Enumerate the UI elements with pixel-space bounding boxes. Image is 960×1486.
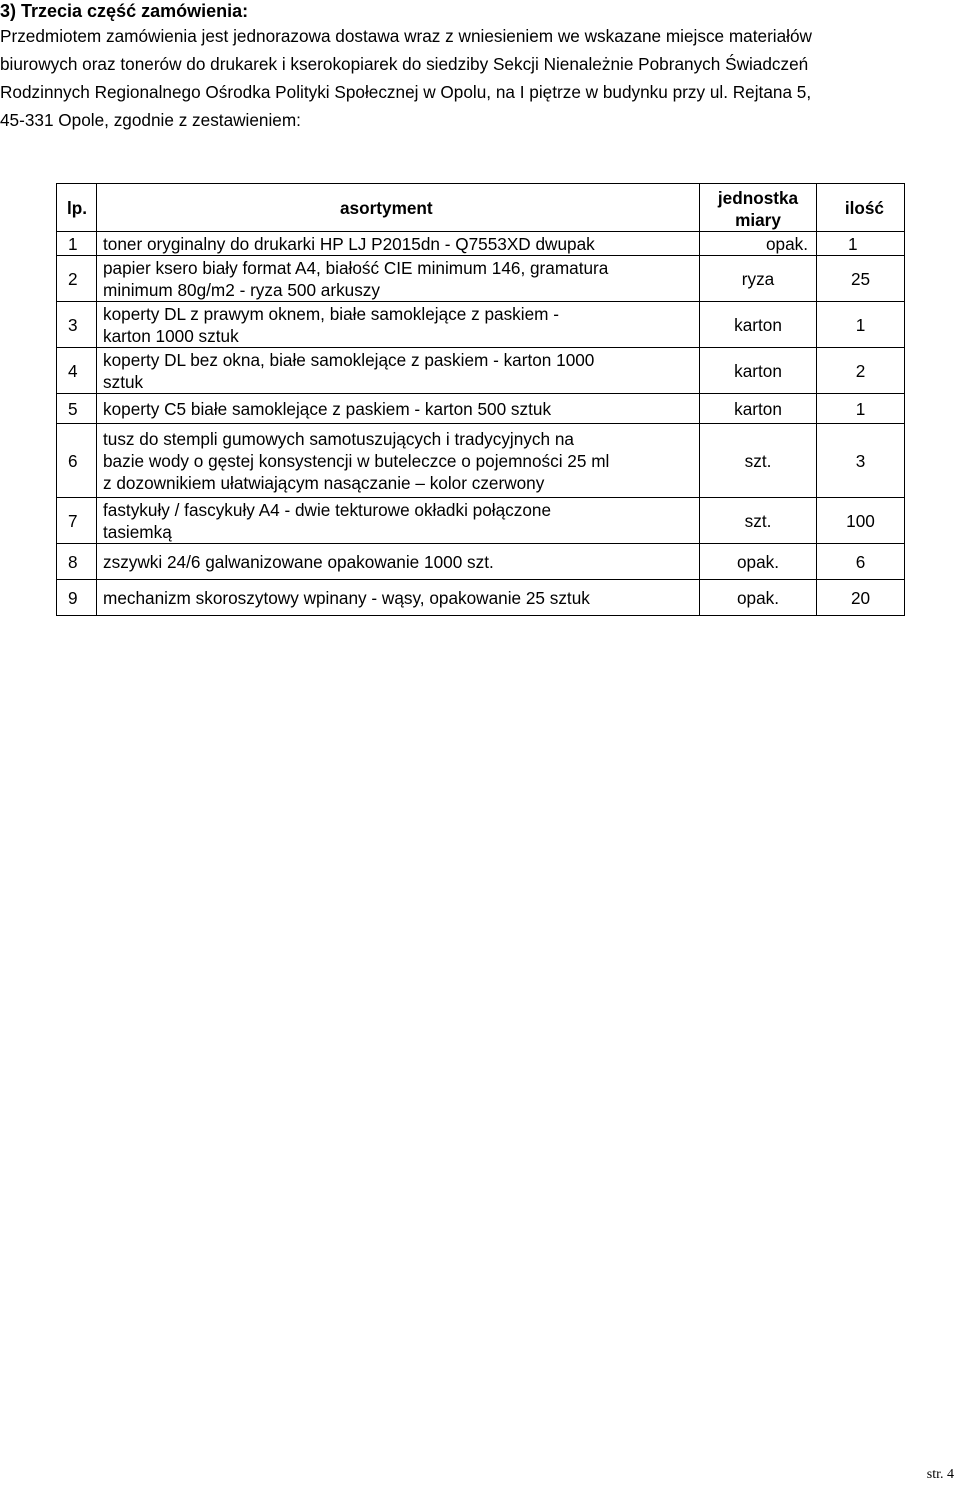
row-unit: karton [700,348,817,394]
intro-paragraph [0,22,958,134]
row-quantity: 3 [817,424,905,498]
table-row [57,424,905,498]
row-quantity: 100 [817,498,905,544]
row-quantity: 25 [817,256,905,302]
row-asortyment-line: tasiemką [103,521,172,542]
row-asortyment [97,302,700,348]
row-asortyment [97,544,700,580]
row-asortyment [97,232,700,256]
row-lp: 6 [57,424,97,498]
row-unit: karton [700,302,817,348]
row-unit: szt. [700,424,817,498]
row-lp: 4 [57,348,97,394]
row-quantity: 6 [817,544,905,580]
items-table-body [57,232,905,616]
page-number: str. 4 [926,1467,954,1482]
row-asortyment [97,348,700,394]
row-unit: opak. [700,232,817,256]
column-header-jednostka-line2: miary [735,210,781,230]
intro-line: biurowych oraz tonerów do drukarek i kserokopiarek do siedziby Sekcji Nienależnie Pobranych Świadczeń [0,54,809,74]
intro-line: Rodzinnych Regionalnego Ośrodka Polityki Społecznej w Opolu, na I piętrze w budynku przy ul. Rejtana 5, [0,82,812,102]
row-asortyment-line: papier ksero biały format A4, białość CIE minimum 146, gramatura [103,257,609,278]
row-quantity: 1 [817,232,905,256]
row-unit: opak. [700,580,817,616]
row-lp: 1 [57,232,97,256]
row-asortyment [97,256,700,302]
row-asortyment-line: tusz do stempli gumowych samotuszujących i tradycyjnych na [103,428,574,449]
row-asortyment [97,580,700,616]
row-lp: 2 [57,256,97,302]
table-row [57,232,905,256]
row-unit: ryza [700,256,817,302]
row-quantity: 1 [817,394,905,424]
row-asortyment-line: bazie wody o gęstej konsystencji w buteleczce o pojemności 25 ml [103,450,610,471]
row-unit: szt. [700,498,817,544]
row-asortyment-line: toner oryginalny do drukarki HP LJ P2015dn - Q7553XD dwupak [103,233,595,254]
items-table [56,183,905,616]
row-asortyment-line: zszywki 24/6 galwanizowane opakowanie 1000 szt. [103,551,494,572]
row-quantity: 2 [817,348,905,394]
row-unit: opak. [700,544,817,580]
row-asortyment-line: mechanizm skoroszytowy wpinany - wąsy, opakowanie 25 sztuk [103,587,590,608]
table-row [57,348,905,394]
row-asortyment-line: sztuk [103,371,144,392]
row-asortyment-line: karton 1000 sztuk [103,325,239,346]
row-asortyment-line: minimum 80g/m2 - ryza 500 arkuszy [103,279,380,300]
row-lp: 9 [57,580,97,616]
column-header-jednostka-line1: jednostka [717,188,799,208]
row-lp: 7 [57,498,97,544]
row-asortyment-line: z dozownikiem ułatwiającym nasączanie – kolor czerwony [103,472,545,493]
table-row [57,544,905,580]
row-lp: 5 [57,394,97,424]
row-lp: 8 [57,544,97,580]
row-asortyment [97,394,700,424]
row-quantity: 1 [817,302,905,348]
row-lp: 3 [57,302,97,348]
table-row [57,580,905,616]
items-table-header [57,184,905,232]
column-header-lp: lp. [57,184,97,232]
row-asortyment-line: koperty C5 białe samoklejące z paskiem - karton 500 sztuk [103,398,552,419]
section-heading: 3) Trzecia część zamówienia: [0,1,249,21]
table-row [57,394,905,424]
row-asortyment-line: koperty DL bez okna, białe samoklejące z paskiem - karton 1000 [103,349,595,370]
column-header-ilosc: ilość [817,184,905,232]
column-header-jednostka [700,184,817,232]
intro-line: Przedmiotem zamówienia jest jednorazowa dostawa wraz z wniesieniem we wskazane miejsce materiałów [0,26,812,46]
table-row [57,256,905,302]
row-unit: karton [700,394,817,424]
table-row [57,498,905,544]
row-asortyment [97,498,700,544]
table-row [57,302,905,348]
column-header-asortyment: asortyment [97,184,700,232]
row-asortyment-line: koperty DL z prawym oknem, białe samoklejące z paskiem - [103,303,559,324]
row-asortyment [97,424,700,498]
row-asortyment-line: fastykuły / fascykuły A4 - dwie tekturowe okładki połączone [103,499,552,520]
intro-line: 45-331 Opole, zgodnie z zestawieniem: [0,110,301,130]
row-quantity: 20 [817,580,905,616]
